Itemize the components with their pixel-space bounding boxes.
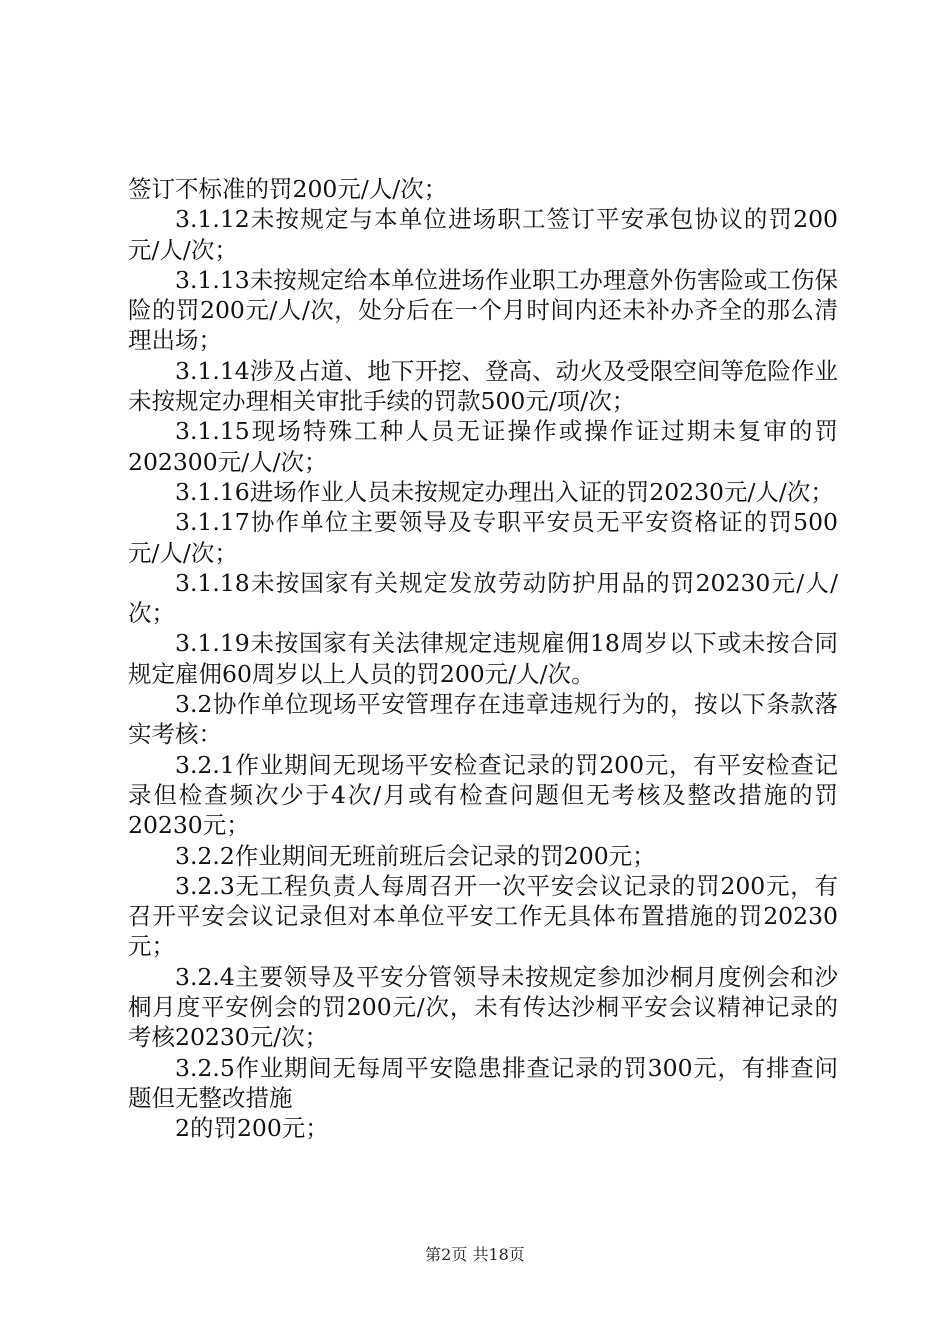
clause-3-1-17: 3.1.17协作单位主要领导及专职平安员无平安资格证的罚500元/人/次；: [128, 508, 838, 567]
clause-3-1-12: 3.1.12未按规定与本单位进场职工签订平安承包协议的罚200元/人/次；: [128, 205, 838, 264]
page-footer: 第2页 共18页: [425, 1245, 525, 1264]
clause-3-2-3: 3.2.3无工程负责人每周召开一次平安会议记录的罚200元，有召开平安会议记录但对本单位平安工作无具体布置措施的罚20230元；: [128, 871, 838, 961]
clause-3-1-16: 3.1.16进场作业人员未按规定办理出入证的罚20230元/人/次；: [175, 477, 834, 506]
clause-3-1-14: 3.1.14涉及占道、地下开挖、登高、动火及受限空间等危险作业未按规定办理相关审批手续的罚款500元/项/次；: [128, 356, 838, 416]
clause-3-2: 3.2协作单位现场平安管理存在违章违规行为的，按以下条款落实考核：: [128, 690, 838, 749]
clause-3-1-18: 3.1.18未按国家有关规定发放劳动防护用品的罚20230元/人/次；: [128, 568, 838, 628]
clause-3-2-4: 3.2.4主要领导及平安分管领导未按规定参加沙桐月度例会和沙桐月度平安例会的罚200元/次，未有传达沙桐平安会议精神记录的考核20230元/次；: [128, 962, 838, 1052]
clause-3-1-15: 3.1.15现场特殊工种人员无证操作或操作证过期未复审的罚202300元/人/次；: [128, 417, 838, 476]
clause-3-2-2: 3.2.2作业期间无班前班后会记录的罚200元；: [175, 841, 656, 870]
document-body: [128, 174, 838, 1144]
clause-3-2-1: 3.2.1作业期间无现场平安检查记录的罚200元，有平安检查记录但检查频次少于4次/月或有检查问题但无考核及整改措施的罚20230元；: [128, 750, 838, 840]
paragraph-continuation: 签订不标准的罚200元/人/次；: [128, 175, 448, 203]
clause-3-2-5: 3.2.5作业期间无每周平安隐患排查记录的罚300元，有排查问题但无整改措施: [128, 1053, 838, 1112]
clause-3-2-5-tail: 2的罚200元；: [175, 1114, 329, 1143]
clause-3-1-19: 3.1.19未按国家有关法律规定违规雇佣18周岁以下或未按合同规定雇佣60周岁以上人员的罚200元/人/次。: [128, 629, 838, 688]
clause-3-1-13: 3.1.13未按规定给本单位进场作业职工办理意外伤害险或工伤保险的罚200元/人/次，处分后在一个月时间内还未补办齐全的那么清理出场；: [128, 265, 838, 355]
